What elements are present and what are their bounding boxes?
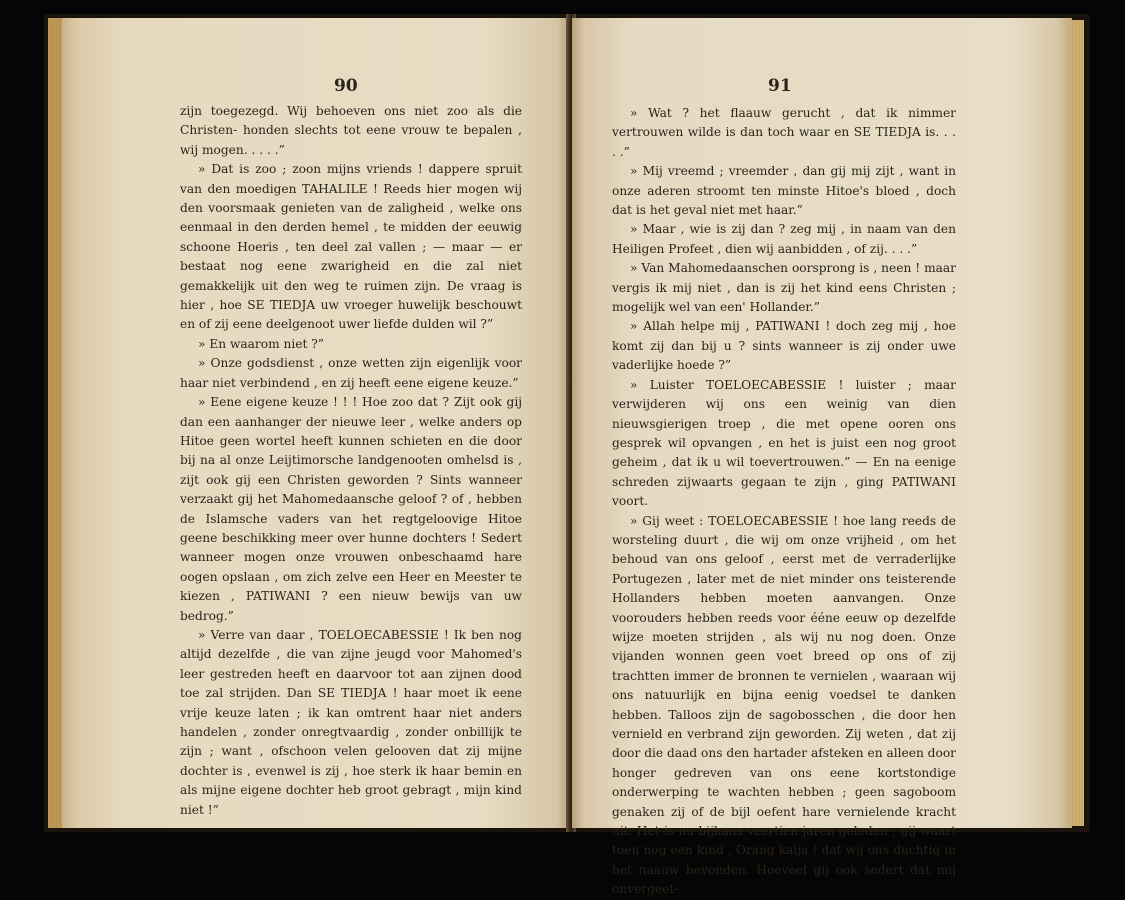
- paragraph: » Verre van daar , TOELOECABESSIE ! Ik ben nog altijd dezelfde , die van zijne jeugd voor Mahomed's leer gestreden heeft en daarvoor tot aan zijnen dood toe zal strijden. Dan SE TIEDJA ! haar moet ik eene vrije keuze laten ; ik kan omtrent haar niet anders handelen , zonder onregtvaardig , zonder onbillijk te zijn ; want , ofschoon velen gelooven dat zij mijne dochter is , evenwel is zij , hoe sterk ik haar bemin en als mijne eigene dochter heb groot gebragt , mijn kind niet !”: [180, 627, 522, 817]
- left-page: [62, 18, 570, 828]
- page-number-left: 90: [334, 76, 358, 96]
- paragraph: » Maar , wie is zij dan ? zeg mij , in naam van den Heiligen Profeet , dien wij aanbidden , of zij. . . .”: [612, 222, 956, 256]
- paragraph: » Van Mahomedaanschen oorsprong is , neen ! maar vergis ik mij niet , dan is zij het kind eens Christen ; mogelijk wel van een' Hollander.”: [612, 261, 956, 315]
- paragraph: » Gij weet : TOELOECABESSIE ! hoe lang reeds de worsteling duurt , die wij om onze vrijheid , om het behoud van ons geloof , eerst met de verraderlijke Portugezen , later met de niet minder ons teisterende Hollanders hebben moeten aanvangen. Onze voorouders hebben reeds voor ééne eeuw op dezelfde wijze moeten strijden , als wij nu nog doen. Onze vijanden wonnen geen voet breed op ons of zij trachtten immer de bronnen te vernielen , waaraan wij ons natuurlijk en bijna eenig voedsel te danken hebben. Talloos zijn de sagobosschen , die door hen vernield en verbrand zijn geworden. Zij weten , dat zij door die daad ons den hartader afsteken en alleen door honger gedreven van ons eene kortstondige onderwerping te wachten hebben ; geen sagoboom genaken zij of de bijl oefent hare vernielende kracht uit. Het is nu bijkans veertien jaren geleden ; gij waart toen nog een kind , Orang kaija ! dat wij ons duchtig in het naauw bevonden. Hoeveel gij ook sedert dat mij onvergeet-: [612, 513, 956, 897]
- paragraph: » Eene eigene keuze ! ! ! Hoe zoo dat ? Zijt ook gij dan een aanhanger der nieuwe leer , welke anders op Hitoe geen wortel heeft kunnen schieten en die door bij na al onze Leijtimorsche landgenooten omhelsd is , zijt ook gij een Christen geworden ? Sints wanneer verzaakt gij het Mahomedaansche geloof ? of , hebben de Islamsche vaders van het regtgeloovige Hitoe geene beschikking meer over hunne dochters ! Sedert wanneer mogen onze vrouwen onbeschaamd hare oogen opslaan , om zich zelve een Heer en Meester te kiezen , PATIWANI ? een nieuw bewijs van uw bedrog.”: [180, 395, 522, 623]
- paragraph: » Wat ? het flaauw gerucht , dat ik nimmer vertrouwen wilde is dan toch waar en SE TIEDJA is. . . . .”: [612, 106, 956, 159]
- left-page-text: [180, 102, 522, 820]
- paragraph: » En waarom niet ?”: [198, 336, 325, 351]
- open-book: [44, 14, 1090, 897]
- page-number-right: 91: [768, 76, 792, 96]
- paragraph: » Onze godsdienst , onze wetten zijn eigenlijk voor haar niet verbindend , en zij heeft eene eigene keuze.”: [180, 356, 522, 390]
- right-page-text: [612, 104, 956, 900]
- page-edges-right: [1070, 20, 1084, 826]
- paragraph: » Luister TOELOECABESSIE ! luister ; maar verwijderen wij ons een weinig van dien nieuwsgierigen troep , die met opene ooren ons gesprek wil opvangen , en het is juist een nog groot geheim , dat ik u wil toevertrouwen.” — En na eenige schreden zijwaarts gegaan te zijn , ging PATIWANI voort.: [612, 377, 956, 509]
- paragraph: zijn toegezegd. Wij behoeven ons niet zoo als die Christen- honden slechts tot eene vrouw te bepalen , wij mogen. . . . .”: [180, 104, 522, 157]
- right-page: [572, 18, 1072, 897]
- paragraph: » Dat is zoo ; zoon mijns vriends ! dappere spruit van den moedigen TAHALILE ! Reeds hier mogen wij den voorsmaak genieten van de zaligheid , welke ons eenmaal in den derden hemel , te midden der eeuwig schoone Hoeris , ten deel zal vallen ; — maar — er bestaat nog eene zwarigheid en die zal niet gemakkelijk uit den weg te ruimen zijn. De vraag is hier , hoe SE TIEDJA uw vroeger huwelijk beschouwt en of zij eene deelgenoot uwer liefde dulden wil ?”: [180, 162, 522, 332]
- paragraph: » Mij vreemd ; vreemder , dan gij mij zijt , want in onze aderen stroomt ten minste Hitoe's bloed , doch dat is het geval niet met haar.”: [612, 164, 956, 218]
- paragraph: » Allah helpe mij , PATIWANI ! doch zeg mij , hoe komt zij dan bij u ? sints wanneer is zij onder uwe vaderlijke hoede ?”: [612, 319, 956, 373]
